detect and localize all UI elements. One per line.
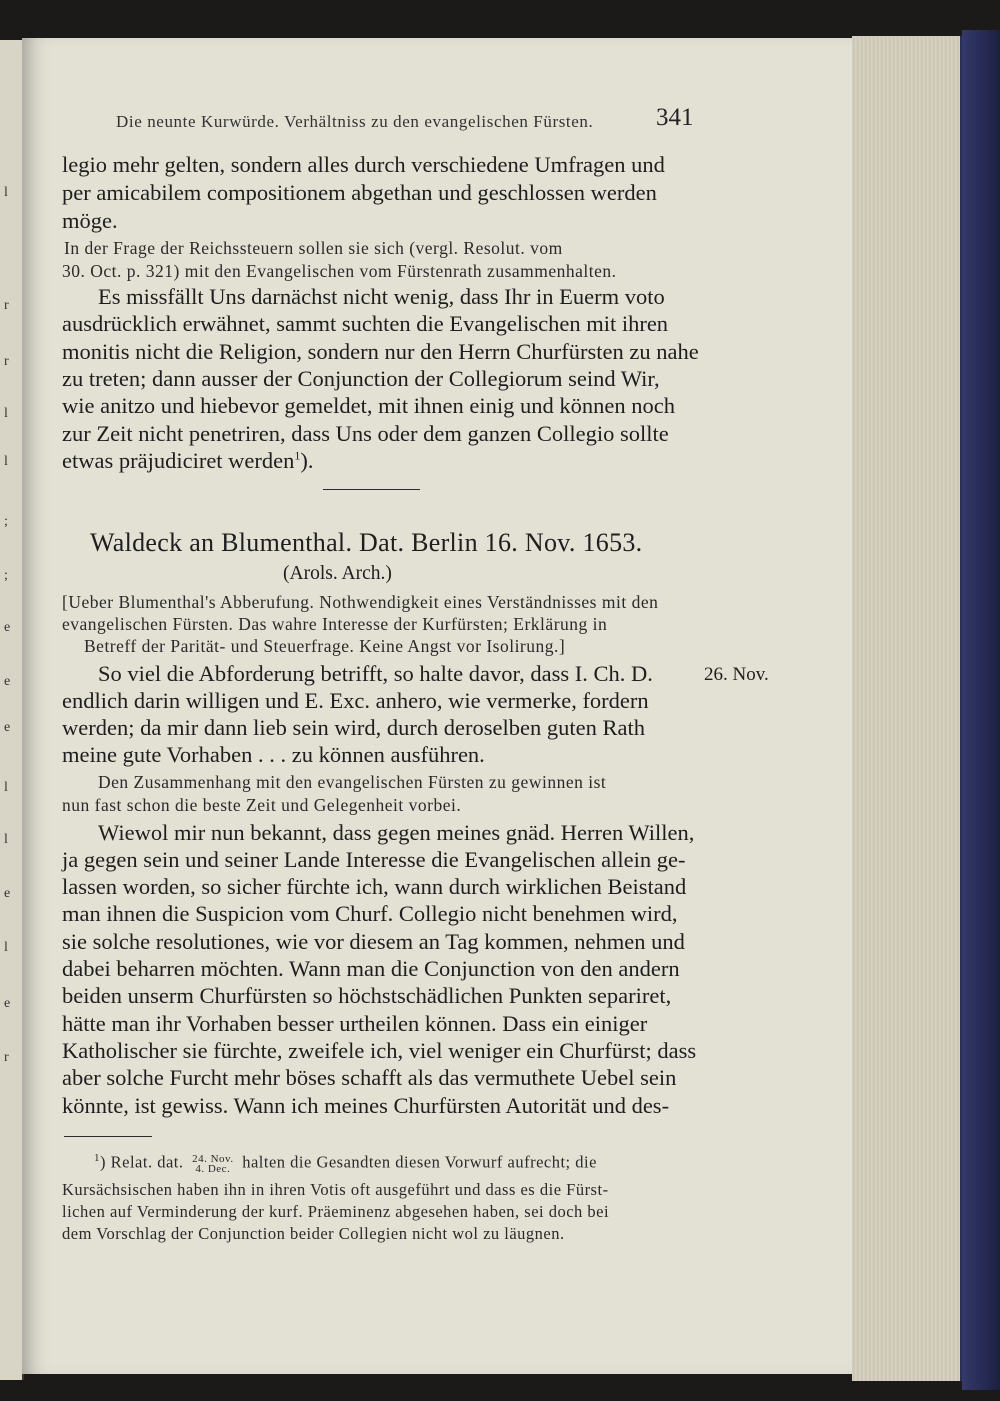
margin-glyph: r bbox=[4, 298, 9, 313]
body-line: zu treten; dann ausser der Conjunction der Collegiorum seind Wir, bbox=[62, 366, 660, 391]
archive-source: (Arols. Arch.) bbox=[283, 563, 392, 584]
body-line: monitis nicht die Religion, sondern nur den Herrn Churfürsten zu nahe bbox=[62, 339, 699, 364]
margin-glyph: ; bbox=[4, 514, 8, 529]
footnote-marker: 1 bbox=[294, 448, 301, 463]
page-number: 341 bbox=[656, 104, 694, 131]
body-line: ja gegen sein und seiner Lande Interesse die Evangelischen allein ge- bbox=[62, 847, 686, 872]
margin-date: 26. Nov. bbox=[704, 664, 769, 685]
body-line: könnte, ist gewiss. Wann ich meines Churfürsten Autorität und des- bbox=[62, 1093, 670, 1118]
facing-page-edge bbox=[0, 40, 24, 1380]
margin-glyph: r bbox=[4, 1050, 9, 1065]
body-line: Es missfällt Uns darnächst nicht wenig, dass Ihr in Euerm voto bbox=[98, 284, 665, 309]
body-line: etwas präjudiciret werden$^1$). bbox=[62, 448, 314, 473]
margin-glyph: l bbox=[4, 454, 8, 469]
body-line: aber solche Furcht mehr böses schafft als das vermuthete Uebel sein bbox=[62, 1065, 677, 1090]
abstract-line: [Ueber Blumenthal's Abberufung. Nothwendigkeit eines Verständnisses mit den bbox=[62, 592, 659, 612]
margin-glyph: l bbox=[4, 940, 8, 955]
body-line: So viel die Abforderung betrifft, so halte davor, dass I. Ch. D. bbox=[98, 661, 653, 686]
running-header: Die neunte Kurwürde. Verhältniss zu den evangelischen Fürsten. bbox=[116, 112, 594, 131]
body-line: endlich darin willigen und E. Exc. anhero, wie vermerke, fordern bbox=[62, 688, 649, 713]
body-line: zur Zeit nicht penetriren, dass Uns oder dem ganzen Collegio sollte bbox=[62, 421, 669, 446]
summary-line: 30. Oct. p. 321) mit den Evangelischen vom Fürstenrath zusammenhalten. bbox=[62, 261, 617, 281]
footnote-divider bbox=[64, 1136, 152, 1137]
body-line: ausdrücklich erwähnet, sammt suchten die Evangelischen mit ihren bbox=[62, 311, 669, 336]
body-line: dabei beharren möchten. Wann man die Conjunction von den andern bbox=[62, 956, 680, 981]
page-stack-edge bbox=[852, 36, 964, 1381]
body-line: wie anitzo und hiebevor gemeldet, mit ihnen einig und können noch bbox=[62, 393, 675, 418]
summary-line: Den Zusammenhang mit den evangelischen Fürsten zu gewinnen ist bbox=[98, 772, 607, 792]
margin-glyph: e bbox=[4, 620, 11, 635]
body-line: per amicabilem compositionem abgethan und geschlossen werden bbox=[62, 180, 657, 205]
footnote-marker: 1 bbox=[94, 1152, 100, 1164]
body-line: hätte man ihr Vorhaben besser urtheilen können. Dass ein einiger bbox=[62, 1011, 648, 1036]
body-line: Wiewol mir nun bekannt, dass gegen meines gnäd. Herren Willen, bbox=[98, 820, 695, 845]
margin-glyph: ; bbox=[4, 568, 8, 583]
abstract-line: evangelischen Fürsten. Das wahre Interesse der Kurfürsten; Erklärung in bbox=[62, 614, 608, 634]
body-line: lassen worden, so sicher fürchte ich, wann durch wirklichen Beistand bbox=[62, 874, 687, 899]
body-line: beiden unserm Churfürsten so höchstschädlichen Punkten separiret, bbox=[62, 983, 672, 1008]
summary-line: In der Frage der Reichssteuern sollen sie sich (vergl. Resolut. vom bbox=[64, 238, 563, 258]
footnote-line: dem Vorschlag der Conjunction beider Collegien nicht wol zu läugnen. bbox=[62, 1224, 565, 1243]
footnote-line: $^1$) Relat. dat. 24. Nov. 4. Dec. halten die Gesandten diesen Vorwurf aufrecht; die bbox=[94, 1152, 597, 1175]
section-divider bbox=[323, 489, 420, 490]
body-line: werden; da mir dann lieb sein wird, durch deroselben guten Rath bbox=[62, 715, 645, 740]
margin-glyph: l bbox=[4, 185, 8, 200]
summary-line: nun fast schon die beste Zeit und Gelegenheit vorbei. bbox=[62, 795, 462, 815]
margin-glyph: e bbox=[4, 674, 11, 689]
margin-glyph: l bbox=[4, 406, 8, 421]
footnote-line: lichen auf Verminderung der kurf. Präeminenz abgesehen haben, sei doch bei bbox=[62, 1202, 610, 1221]
margin-glyph: l bbox=[4, 832, 8, 847]
body-line: meine gute Vorhaben . . . zu können ausführen. bbox=[62, 742, 485, 767]
margin-glyph: l bbox=[4, 780, 8, 795]
margin-glyph: e bbox=[4, 886, 11, 901]
date-fraction: 24. Nov. 4. Dec. bbox=[192, 1152, 234, 1175]
body-line: man ihnen die Suspicion vom Churf. Collegio nicht benehmen wird, bbox=[62, 901, 678, 926]
margin-glyph: e bbox=[4, 996, 11, 1011]
footnote-line: Kursächsischen haben ihn in ihren Votis oft ausgeführt und dass es die Fürst- bbox=[62, 1180, 609, 1199]
document-title: Waldeck an Blumenthal. Dat. Berlin 16. Nov. 1653. bbox=[90, 528, 643, 557]
margin-glyph: e bbox=[4, 720, 11, 735]
margin-glyph: r bbox=[4, 354, 9, 369]
body-line: Katholischer sie fürchte, zweifele ich, viel weniger ein Churfürst; dass bbox=[62, 1038, 697, 1063]
abstract-line: Betreff der Parität- und Steuerfrage. Keine Angst vor Isolirung.] bbox=[84, 636, 566, 656]
body-line: legio mehr gelten, sondern alles durch verschiedene Umfragen und bbox=[62, 152, 665, 177]
book-cover-edge bbox=[962, 30, 1000, 1390]
body-line: möge. bbox=[62, 208, 118, 233]
body-line: sie solche resolutiones, wie vor diesem an Tag kommen, nehmen und bbox=[62, 929, 685, 954]
